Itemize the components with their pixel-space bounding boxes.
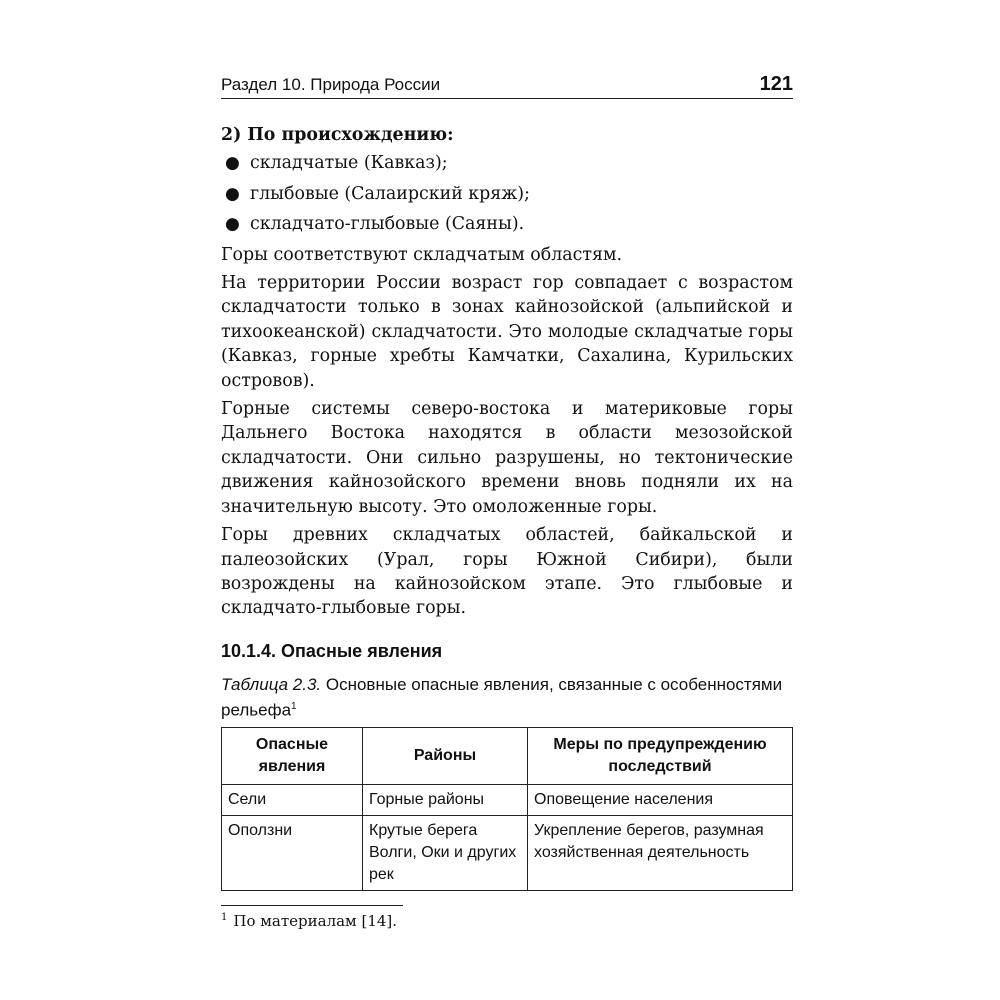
page-number: 121 (759, 73, 793, 95)
list-item-text: складчато-глыбовые (Саяны). (250, 214, 525, 235)
table-row (222, 816, 793, 891)
table-cell: Укрепление берегов, разумная хозяйственная деятельность (528, 816, 793, 891)
section-title: 10.1.4. Опасные явления (221, 640, 443, 661)
column-header: Районы (363, 728, 528, 785)
footnote-marker: 1 (221, 912, 228, 924)
body-text (221, 123, 793, 621)
footnote (221, 912, 793, 930)
table-caption (221, 674, 793, 722)
footnote-reference: 1 (291, 700, 297, 712)
paragraph: Горы древних складчатых областей, байкальской и палеозойских (Урал, горы Южной Сибири), были возрождены на кайнозойском этапе. Это глыбовые и складчато-глыбовые горы. (221, 525, 793, 619)
book-page (221, 70, 793, 930)
running-header (221, 70, 793, 99)
table-row (222, 785, 793, 816)
table-cell: Сели (222, 785, 363, 816)
table-cell: Оповещение населения (528, 785, 793, 816)
hazards-table (221, 727, 793, 891)
footnote-divider (221, 905, 403, 906)
column-header: Меры по предупреждению последствий (528, 728, 793, 785)
table-header-row (222, 728, 793, 785)
list-item-text: глыбовые (Салаирский кряж); (250, 183, 530, 204)
table-cell: Крутые берега Волги, Оки и других рек (363, 816, 528, 891)
list-item (221, 212, 793, 236)
table-cell: Горные районы (363, 785, 528, 816)
list-item (221, 182, 793, 206)
table-caption-text: Основные опасные явления, связанные с особенностями рельефа (221, 674, 783, 720)
column-header: Опасные явления (222, 728, 363, 785)
header-title: Раздел 10. Природа России (221, 75, 441, 94)
origin-heading: 2) По происхождению: (221, 125, 454, 145)
table-caption-label: Таблица 2.3. (221, 674, 322, 694)
paragraph: Горы соответствуют складчатым областям. (221, 244, 623, 265)
origin-list (221, 151, 793, 236)
bullet-icon: ● (225, 153, 240, 174)
paragraph: Горные системы северо-востока и материковые горы Дальнего Востока находятся в области мезозойской складчатости. Они сильно разрушены, но тектонические движения кайнозойского времени вновь подняли их на значительную высоту. Это омоложенные горы. (221, 399, 793, 517)
list-item (221, 151, 793, 175)
bullet-icon: ● (225, 214, 240, 235)
paragraph: На территории России возраст гор совпадает с возрастом складчатости только в зонах кайнозойской (альпийской и тихоокеанской) складчатости. Это молодые складчатые горы (Кавказ, горные хребты Камчатки, Сахалина, Курильских островов). (221, 273, 793, 391)
bullet-icon: ● (225, 183, 240, 204)
table-cell: Оползни (222, 816, 363, 891)
list-item-text: складчатые (Кавказ); (250, 153, 448, 174)
footnote-text: По материалам [14]. (233, 912, 398, 931)
